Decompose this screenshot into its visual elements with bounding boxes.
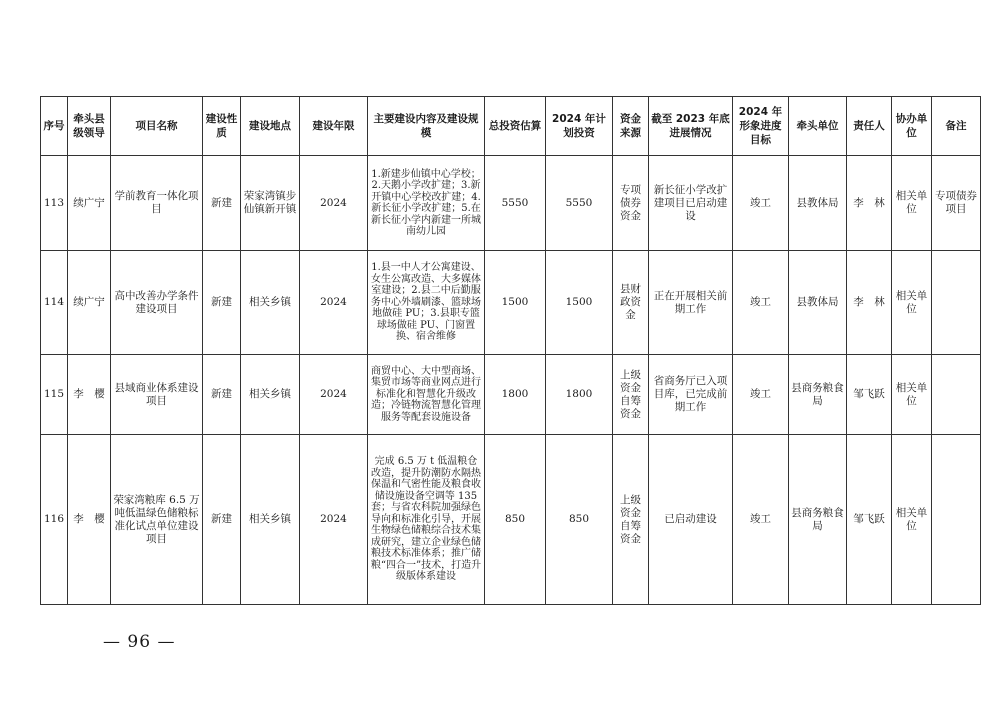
- cell-project-name: 学前教育一体化项目: [111, 156, 203, 251]
- cell-progress: 省商务厅已入项目库，已完成前期工作: [649, 355, 733, 435]
- cell-lead-unit: 县商务粮食局: [789, 435, 847, 605]
- cell-project-name: 高中改善办学条件建设项目: [111, 251, 203, 355]
- cell-content: 1.新建步仙镇中心学校；2.天鹅小学改扩建；3.新开镇中心学校改扩建；4.新长征小学改扩建；5.在新长征小学内新建一所城南幼儿园: [368, 156, 485, 251]
- table-row: [41, 435, 981, 605]
- cell-remark: [932, 435, 981, 605]
- cell-person: 邹飞跃: [847, 435, 892, 605]
- header-cell: 协办单位: [892, 97, 932, 156]
- cell-funding-source: 县财政资金: [613, 251, 649, 355]
- cell-progress: 已启动建设: [649, 435, 733, 605]
- cell-target: 竣工: [733, 156, 789, 251]
- cell-location: 相关乡镇: [241, 355, 300, 435]
- cell-content: 商贸中心、大中型商场、集贸市场等商业网点进行标准化和智慧化升级改造；冷链物流智慧化管理服务等配套设施设备: [368, 355, 485, 435]
- cell-funding-source: 上级资金自筹资金: [613, 355, 649, 435]
- cell-location: 相关乡镇: [241, 435, 300, 605]
- cell-progress: 新长征小学改扩建项目已启动建设: [649, 156, 733, 251]
- cell-target: 竣工: [733, 251, 789, 355]
- header-cell: 牵头单位: [789, 97, 847, 156]
- cell-lead-unit: 县商务粮食局: [789, 355, 847, 435]
- cell-target: 竣工: [733, 435, 789, 605]
- header-cell: 建设地点: [241, 97, 300, 156]
- cell-co-unit: 相关单位: [892, 251, 932, 355]
- cell-co-unit: 相关单位: [892, 435, 932, 605]
- cell-nature: 新建: [203, 251, 241, 355]
- cell-lead-unit: 县教体局: [789, 156, 847, 251]
- cell-total-investment: 1800: [485, 355, 546, 435]
- header-cell: 建设年限: [300, 97, 368, 156]
- cell-location: 相关乡镇: [241, 251, 300, 355]
- cell-leader: 李 樱: [68, 355, 111, 435]
- header-cell: 2024 年形象进度目标: [733, 97, 789, 156]
- cell-remark: 专项债券项目: [932, 156, 981, 251]
- header-cell: 备注: [932, 97, 981, 156]
- header-cell: 项目名称: [111, 97, 203, 156]
- cell-co-unit: 相关单位: [892, 156, 932, 251]
- table-row: [41, 355, 981, 435]
- cell-remark: [932, 355, 981, 435]
- cell-no: 116: [41, 435, 68, 605]
- cell-nature: 新建: [203, 435, 241, 605]
- cell-years: 2024: [300, 435, 368, 605]
- cell-leader: 李 樱: [68, 435, 111, 605]
- cell-total-investment: 850: [485, 435, 546, 605]
- cell-remark: [932, 251, 981, 355]
- cell-location: 荣家湾镇步仙镇新开镇: [241, 156, 300, 251]
- cell-years: 2024: [300, 355, 368, 435]
- cell-project-name: 荣家湾粮库 6.5 万吨低温绿色储粮标准化试点单位建设项目: [111, 435, 203, 605]
- cell-leader: 续广宁: [68, 251, 111, 355]
- cell-nature: 新建: [203, 156, 241, 251]
- cell-project-name: 县域商业体系建设项目: [111, 355, 203, 435]
- cell-plan-2024: 1500: [546, 251, 613, 355]
- cell-person: 李 林: [847, 156, 892, 251]
- cell-person: 李 林: [847, 251, 892, 355]
- cell-total-investment: 1500: [485, 251, 546, 355]
- header-cell: 资金来源: [613, 97, 649, 156]
- cell-years: 2024: [300, 156, 368, 251]
- header-cell: 截至 2023 年底进展情况: [649, 97, 733, 156]
- header-cell: 责任人: [847, 97, 892, 156]
- cell-target: 竣工: [733, 355, 789, 435]
- header-cell: 2024 年计划投资: [546, 97, 613, 156]
- table-row: [41, 251, 981, 355]
- table-row: [41, 156, 981, 251]
- cell-person: 邹飞跃: [847, 355, 892, 435]
- header-cell: 总投资估算: [485, 97, 546, 156]
- cell-plan-2024: 1800: [546, 355, 613, 435]
- cell-nature: 新建: [203, 355, 241, 435]
- cell-content: 1.县一中人才公寓建设、女生公寓改造、大多媒体室建设；2.县二中后勤服务中心外墙刷漆、篮球场地做硅 PU；3.县职专篮球场做硅 PU、门窗置换、宿舍维修: [368, 251, 485, 355]
- project-table: [40, 96, 981, 605]
- cell-total-investment: 5550: [485, 156, 546, 251]
- header-cell: 序号: [41, 97, 68, 156]
- cell-funding-source: 上级资金自筹资金: [613, 435, 649, 605]
- header-cell: 主要建设内容及建设规模: [368, 97, 485, 156]
- cell-leader: 续广宁: [68, 156, 111, 251]
- cell-lead-unit: 县教体局: [789, 251, 847, 355]
- page-number: — 96 —: [103, 632, 176, 652]
- cell-co-unit: 相关单位: [892, 355, 932, 435]
- header-cell: 建设性质: [203, 97, 241, 156]
- cell-years: 2024: [300, 251, 368, 355]
- cell-content: 完成 6.5 万 t 低温粮仓改造，提升防潮防水隔热保温和气密性能及粮食收储设施设备空调等 135 套；与省农科院加强绿色导向和标准化引导，开展生物绿色储粮综合技术集成研究，建立企业绿色储粮技术标准体系；推广储粮“四合一”技术，打造升级版体系建设: [368, 435, 485, 605]
- cell-plan-2024: 5550: [546, 156, 613, 251]
- cell-no: 115: [41, 355, 68, 435]
- cell-no: 114: [41, 251, 68, 355]
- cell-progress: 正在开展相关前期工作: [649, 251, 733, 355]
- table-header-row: [41, 97, 981, 156]
- cell-funding-source: 专项债券资金: [613, 156, 649, 251]
- cell-plan-2024: 850: [546, 435, 613, 605]
- header-cell: 牵头县级领导: [68, 97, 111, 156]
- cell-no: 113: [41, 156, 68, 251]
